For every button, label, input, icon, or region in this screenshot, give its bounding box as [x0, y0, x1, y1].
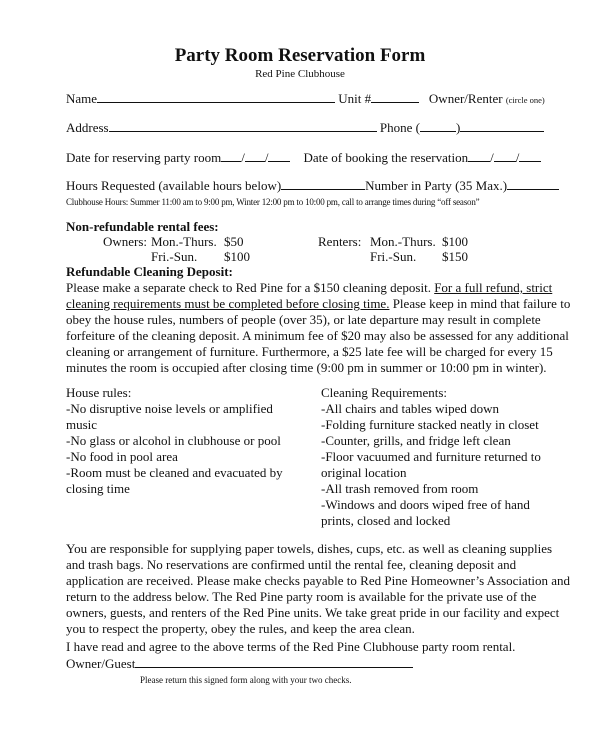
deposit-text: Please keep in mind that failure to [389, 296, 571, 311]
address-label: Address [66, 120, 109, 135]
phone-label: Phone ( [379, 120, 420, 135]
return-note: Please return this signed form along with your two checks. [140, 675, 352, 685]
signature-field[interactable] [135, 656, 413, 668]
responsibility-line: application are received. Please make checks payable to Red Pine Homeowner’s Association and [66, 573, 571, 588]
deposit-underlined: For a full refund, strict [434, 280, 553, 295]
cleaning-item: -All trash removed from room [321, 481, 479, 496]
signature-row [66, 656, 413, 671]
renter-fri-label: Fri.-Sun. [370, 249, 417, 264]
deposit-underlined: cleaning requirements must be completed before closing time. [66, 296, 390, 311]
slash: / [264, 150, 269, 165]
renters-label: Renters: [318, 234, 362, 249]
fees-heading: Non-refundable rental fees: [66, 219, 219, 234]
responsibility-line: owners, guests, and renters of the Red Pine units. We take great pride in our facility and expect [66, 605, 560, 620]
cleaning-item: -All chairs and tables wiped down [321, 401, 499, 416]
cleaning-item: prints, closed and locked [321, 513, 451, 528]
house-rules-item: -Room must be cleaned and evacuated by [66, 465, 283, 480]
renter-mon-label: Mon.-Thurs. [370, 234, 436, 249]
slash: / [490, 150, 494, 165]
number-field[interactable] [507, 178, 559, 190]
deposit-line [66, 280, 552, 295]
house-rules-item: -No glass or alcohol in clubhouse or pool [66, 433, 281, 448]
responsibility-line: You are responsible for supplying paper towels, dishes, cups, etc. as well as cleaning supplies [66, 541, 553, 556]
owner-mon-label: Mon.-Thurs. [151, 234, 217, 249]
address-row [66, 120, 544, 135]
signature-label: Owner/Guest [66, 656, 136, 671]
deposit-heading: Refundable Cleaning Deposit: [66, 264, 233, 279]
house-rules-item: -No disruptive noise levels or amplified [66, 401, 273, 416]
clubhouse-hours-note: Clubhouse Hours: Summer 11:00 am to 9:00 pm, Winter 12:00 pm to 10:00 pm, call to arrange times during “off season” [66, 197, 480, 207]
house-rules-item: House rules: [66, 385, 132, 400]
owner-mon-fee: $50 [224, 234, 244, 249]
owner-renter-label[interactable]: Owner/Renter [428, 91, 503, 106]
page-title: Party Room Reservation Form [174, 45, 426, 66]
circle-one-note: (circle one) [505, 95, 545, 105]
date-reserving-label: Date for reserving party room [66, 150, 222, 165]
booking-day-field[interactable] [494, 150, 516, 162]
booking-year-field[interactable] [519, 150, 541, 162]
hours-row [66, 178, 559, 193]
reserve-year-field[interactable] [268, 150, 290, 162]
date-row [66, 150, 541, 165]
deposit-line: forfeiture of the cleaning deposit. A minimum fee of $20 may also be assessed for any additional [66, 328, 569, 343]
cleaning-item: original location [321, 465, 407, 480]
deposit-text: Please make a separate check to Red Pine for a $150 cleaning deposit. [66, 280, 435, 295]
date-booking-label: Date of booking the reservation [303, 150, 469, 165]
deposit-line: minutes the room is occupied after closing time (9:00 pm in summer or 10:00 pm in winter). [66, 360, 547, 375]
number-label: Number in Party (35 Max.) [365, 178, 508, 193]
owner-fri-label: Fri.-Sun. [151, 249, 198, 264]
phone-area-field[interactable] [420, 120, 456, 132]
responsibility-line: return to the address below. The Red Pine party room is available for the private use of the [66, 589, 537, 604]
name-label: Name [66, 91, 98, 106]
responsibility-line: you to respect the property, obey the rules, and keep the area clean. [66, 621, 415, 636]
hours-field[interactable] [281, 178, 365, 190]
reserve-day-field[interactable] [245, 150, 265, 162]
deposit-line [66, 296, 570, 311]
unit-label: Unit # [338, 91, 372, 106]
house-rules-item: closing time [66, 481, 130, 496]
slash: / [241, 150, 245, 165]
renter-mon-fee: $100 [442, 234, 468, 249]
cleaning-item: -Windows and doors wiped free of hand [321, 497, 530, 512]
address-field[interactable] [109, 120, 377, 132]
hours-label: Hours Requested (available hours below) [66, 178, 282, 193]
cleaning-item: -Folding furniture stacked neatly in closet [321, 417, 539, 432]
house-rules-item: -No food in pool area [66, 449, 178, 464]
responsibility-line: and trash bags. No reservations are confirmed until the rental fee, cleaning deposit and [66, 557, 517, 572]
phone-paren: ) [455, 120, 461, 135]
renter-fri-fee: $150 [442, 249, 468, 264]
agreement-text: I have read and agree to the above terms of the Red Pine Clubhouse party room rental. [66, 639, 516, 654]
booking-month-field[interactable] [468, 150, 490, 162]
name-field[interactable] [97, 91, 335, 103]
phone-field[interactable] [460, 120, 544, 132]
unit-field[interactable] [371, 91, 419, 103]
owners-label: Owners: [103, 234, 148, 249]
reserve-month-field[interactable] [221, 150, 241, 162]
deposit-line: obey the house rules, numbers of people (over 35), or late departure may result in complete [66, 312, 541, 327]
subtitle: Red Pine Clubhouse [255, 68, 345, 80]
cleaning-item: -Floor vacuumed and furniture returned to [321, 449, 541, 464]
deposit-line: cleaning or arrangement of furniture. Furthermore, a $25 late fee will be charged for every 15 [66, 344, 553, 359]
cleaning-item: Cleaning Requirements: [321, 385, 448, 400]
owner-fri-fee: $100 [224, 249, 250, 264]
name-row [66, 91, 545, 108]
slash: / [515, 150, 520, 165]
cleaning-item: -Counter, grills, and fridge left clean [321, 433, 511, 448]
house-rules-item: music [66, 417, 98, 432]
